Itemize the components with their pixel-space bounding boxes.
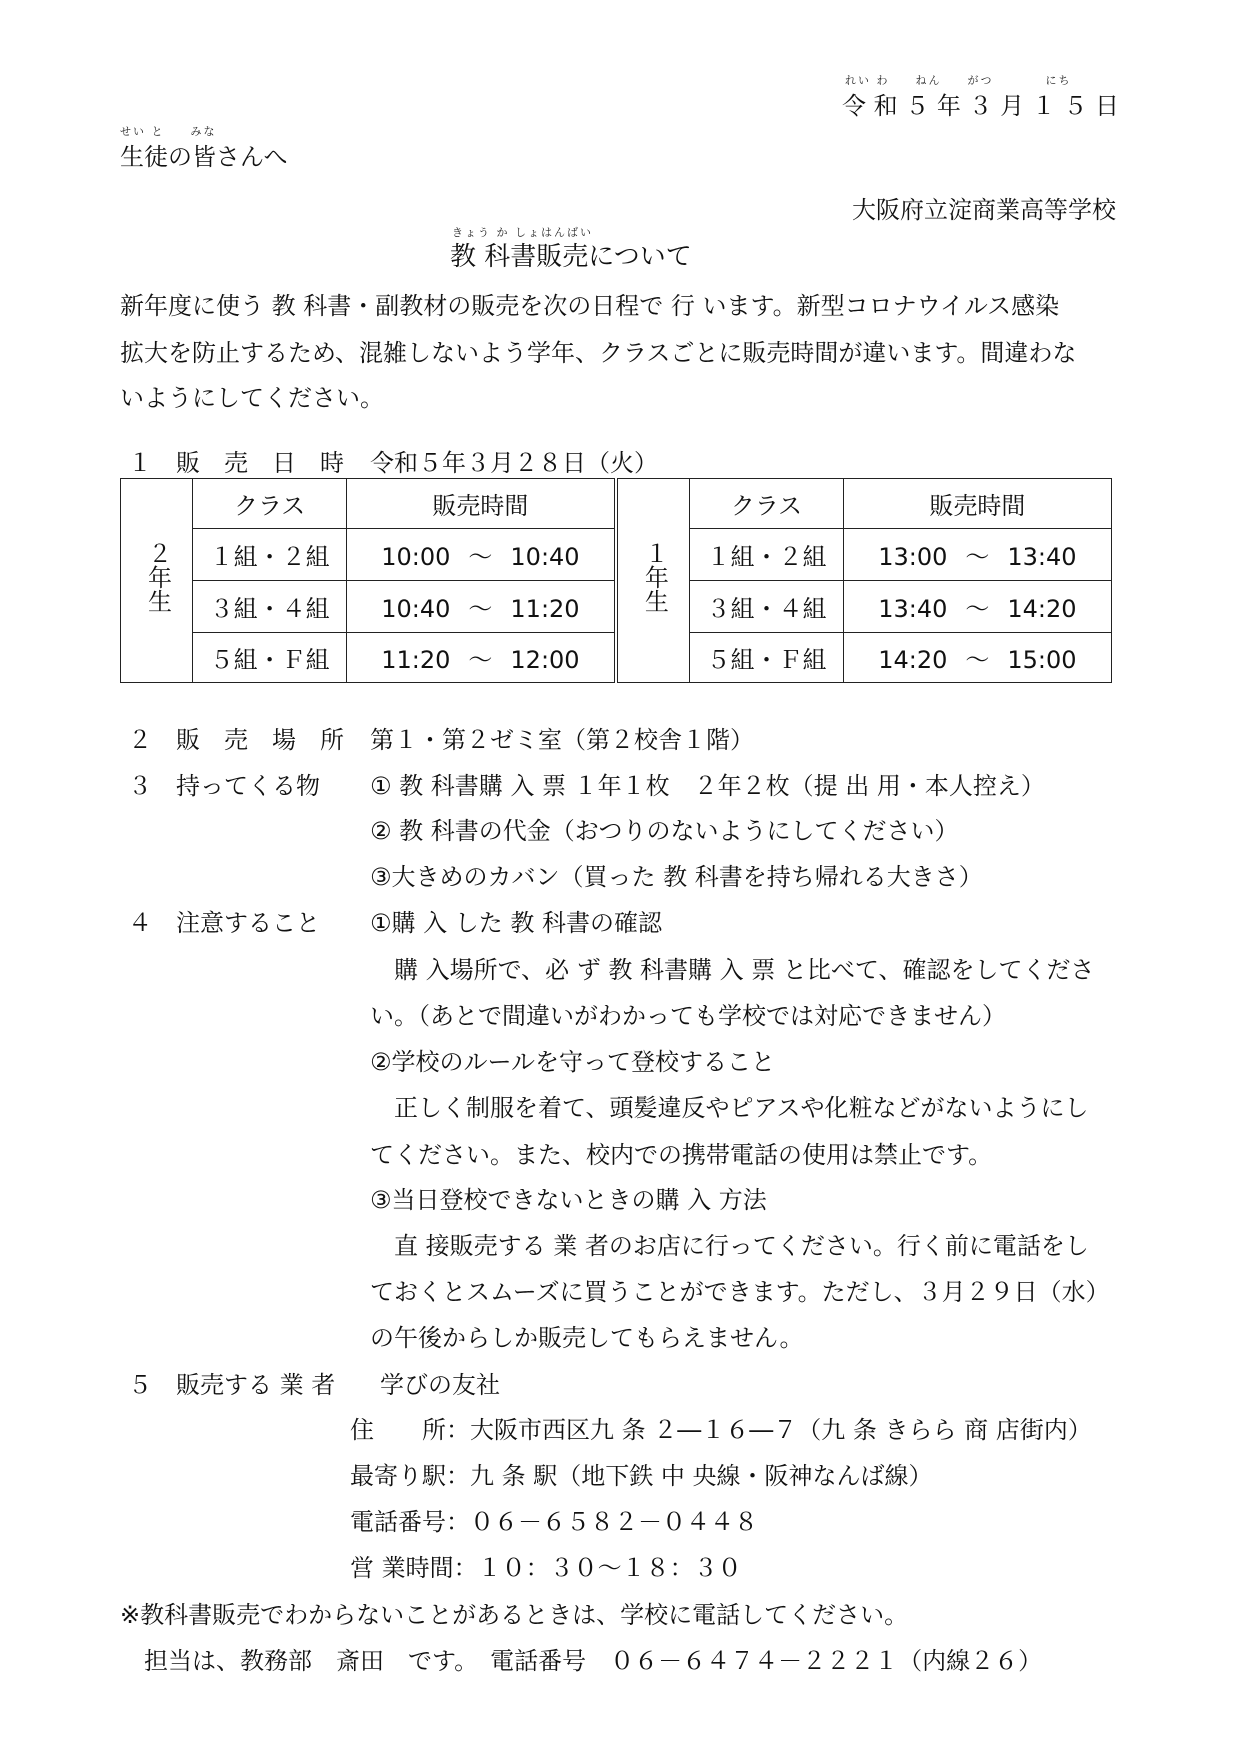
section-4-line: い。（あとで間違いがわかっても学校では対応できません）	[370, 1002, 1006, 1030]
grade-1-label: １年生	[640, 541, 669, 614]
end-time: 11:20	[510, 595, 580, 623]
time-cell	[346, 529, 614, 581]
table-gap	[614, 633, 617, 683]
table-gap	[614, 529, 617, 581]
time-cell	[843, 581, 1111, 633]
section-4-line: 直 接販売する 業 者のお店に行ってください。行く前に電話をし	[370, 1232, 1089, 1260]
time-cell	[843, 633, 1111, 683]
addressee: 生徒の皆さんへ	[120, 143, 288, 171]
section-4-line: ②学校のルールを守って登校すること	[370, 1048, 776, 1076]
section-4-line: ておくとスムーズに買うことができます。ただし、３月２９日（水）	[370, 1278, 1110, 1306]
section-3-label: ３ 持ってくる物	[128, 772, 320, 800]
start-time: 13:40	[878, 595, 948, 623]
end-time: 12:00	[510, 646, 580, 674]
time-header: 販売時間	[843, 479, 1111, 529]
grade-2-cell	[121, 479, 193, 683]
table-row	[121, 529, 1112, 581]
section-2-label: ２ 販 売 場 所	[128, 726, 344, 754]
class-header: クラス	[193, 479, 346, 529]
class-cell: ３組・４組	[193, 581, 346, 633]
intro-line-3: いようにしてください。	[120, 384, 384, 412]
grade-1-cell	[617, 479, 689, 683]
time-cell	[843, 529, 1111, 581]
start-time: 10:00	[381, 543, 451, 571]
schedule-table	[120, 478, 1112, 683]
class-cell: １組・２組	[690, 529, 843, 581]
section-1-label: １ 販 売 日 時	[128, 449, 344, 477]
section-4-line: 購 入場所で、必 ず 教 科書購 入 票 と比べて、確認をしてくださ	[370, 956, 1095, 984]
intro-line-2: 拡大を防止するため、混雑しないよう学年、クラスごとに販売時間が違います。間違わな	[120, 339, 1077, 367]
start-time: 10:40	[381, 595, 451, 623]
vendor-phone: 電話番号：０６－６５８２－０４４８	[350, 1508, 758, 1536]
footer-note: ※教科書販売でわからないことがあるときは、学校に電話してください。	[120, 1601, 909, 1629]
title-ruby: きょう か しょはんばい	[452, 226, 593, 239]
start-time: 14:20	[878, 646, 948, 674]
vendor-address: 住 所：大阪市西区九 条 ２―１６―７（九 条 きらら 商 店街内）	[350, 1416, 1092, 1444]
section-1-value: 令和５年３月２８日（火）	[370, 449, 658, 477]
end-time: 15:00	[1007, 646, 1077, 674]
tilde: ～	[468, 543, 493, 571]
section-4-line: ①購 入 した 教 科書の確認	[370, 909, 663, 937]
table-row	[121, 633, 1112, 683]
vendor-name: 学びの友社	[380, 1371, 500, 1399]
time-cell	[346, 581, 614, 633]
section-2-value: 第１・第２ゼミ室（第２校舎１階）	[370, 726, 754, 754]
class-header: クラス	[690, 479, 843, 529]
table-gap	[614, 581, 617, 633]
end-time: 13:40	[1007, 543, 1077, 571]
tilde: ～	[468, 595, 493, 623]
class-cell: １組・２組	[193, 529, 346, 581]
end-time: 10:40	[510, 543, 580, 571]
school-name: 大阪府立淀商業高等学校	[852, 196, 1116, 224]
section-5-label: ５ 販売する 業 者	[128, 1371, 336, 1399]
time-header: 販売時間	[346, 479, 614, 529]
section-4-label: ４ 注意すること	[128, 909, 320, 937]
section-4-line: ③当日登校できないときの購 入 方法	[370, 1186, 767, 1214]
time-cell	[346, 633, 614, 683]
date-ruby: れい わ ねん がつ にち	[845, 74, 1072, 87]
end-time: 14:20	[1007, 595, 1077, 623]
table-row	[121, 581, 1112, 633]
tilde: ～	[468, 646, 493, 674]
document-date: 令 和 ５ 年 ３ 月 １ ５ 日	[842, 92, 1120, 120]
vendor-hours: 営 業時間：１０：３０～１８：３０	[350, 1554, 742, 1582]
start-time: 11:20	[381, 646, 451, 674]
page-title: 教 科書販売について	[450, 242, 692, 272]
class-cell: ５組・Ｆ組	[690, 633, 843, 683]
section-3-item: ① 教 科書購 入 票 １年１枚 ２年２枚（提 出 用・本人控え）	[370, 772, 1045, 800]
section-3-item: ② 教 科書の代金（おつりのないようにしてください）	[370, 817, 959, 845]
section-3-item: ③大きめのカバン（買った 教 科書を持ち帰れる大きさ）	[370, 863, 983, 891]
section-4-line: てください。また、校内での携帯電話の使用は禁止です。	[370, 1141, 993, 1169]
start-time: 13:00	[878, 543, 948, 571]
vendor-station: 最寄り駅：九 条 駅（地下鉄 中 央線・阪神なんば線）	[350, 1462, 933, 1490]
to-ruby: せい と みな	[120, 125, 217, 138]
section-4-line: の午後からしか販売してもらえません。	[370, 1324, 804, 1352]
footer-contact: 担当は、教務部 斎田 です。 電話番号 ０６－６４７４－２２２１（内線２６）	[120, 1647, 1043, 1675]
class-cell: ５組・Ｆ組	[193, 633, 346, 683]
tilde: ～	[965, 646, 990, 674]
tilde: ～	[965, 595, 990, 623]
grade-2-label: ２年生	[143, 541, 172, 614]
class-cell: ３組・４組	[690, 581, 843, 633]
tilde: ～	[965, 543, 990, 571]
intro-line-1: 新年度に使う 教 科書・副教材の販売を次の日程で 行 います。新型コロナウイルス感染	[120, 292, 1060, 320]
section-4-line: 正しく制服を着て、頭髪違反やピアスや化粧などがないようにし	[370, 1094, 1089, 1122]
